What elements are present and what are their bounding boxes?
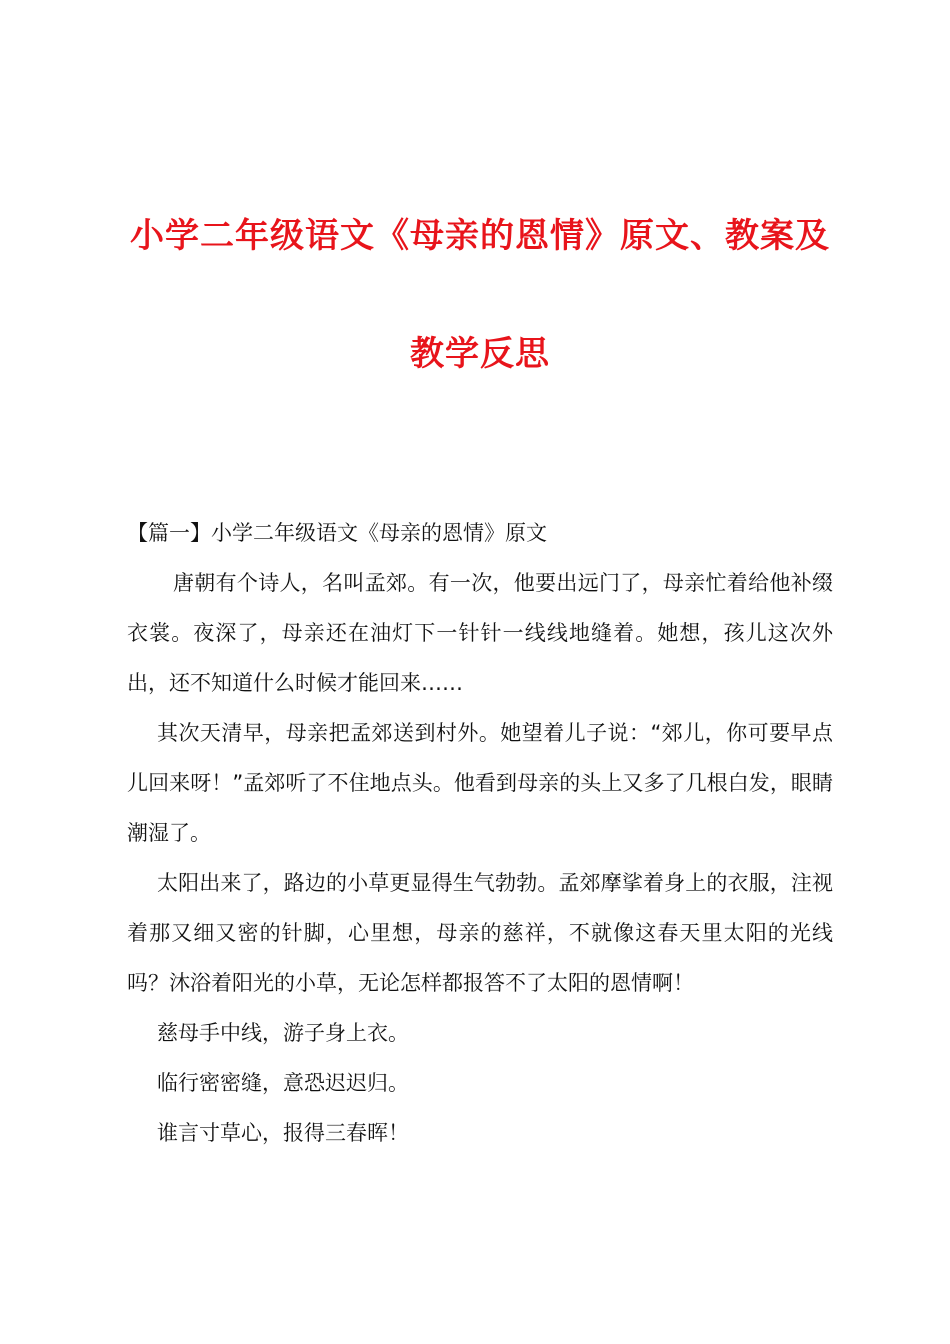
paragraph-3: 太阳出来了，路边的小草更显得生气勃勃。孟郊摩挲着身上的衣服，注视着那又细又密的针脚，心里想，母亲的慈祥，不就像这春天里太阳的光线吗？沐浴着阳光的小草，无论怎样都报答不了太阳的恩情啊！	[127, 871, 833, 995]
document-title-line-2: 教学反思	[410, 334, 550, 374]
document-title-line-1: 小学二年级语文《母亲的恩情》原文、教案及	[130, 216, 830, 256]
paragraph-2: 其次天清早，母亲把孟郊送到村外。她望着儿子说：“郊儿，你可要早点儿回来呀！”孟郊听了不住地点头。他看到母亲的头上又多了几根白发，眼睛潮湿了。	[127, 721, 833, 845]
poem-line-3: 谁言寸草心，报得三春晖！	[157, 1121, 409, 1145]
poem-line-1: 慈母手中线，游子身上衣。	[157, 1021, 409, 1045]
poem-line-2: 临行密密缝，意恐迟迟归。	[157, 1071, 409, 1095]
section-heading: 【篇一】小学二年级语文《母亲的恩情》原文	[127, 521, 547, 545]
paragraph-1: 唐朝有个诗人，名叫孟郊。有一次，他要出远门了，母亲忙着给他补缀衣裳。夜深了，母亲还在油灯下一针针一线线地缝着。她想，孩儿这次外出，还不知道什么时候才能回来……	[127, 571, 833, 695]
